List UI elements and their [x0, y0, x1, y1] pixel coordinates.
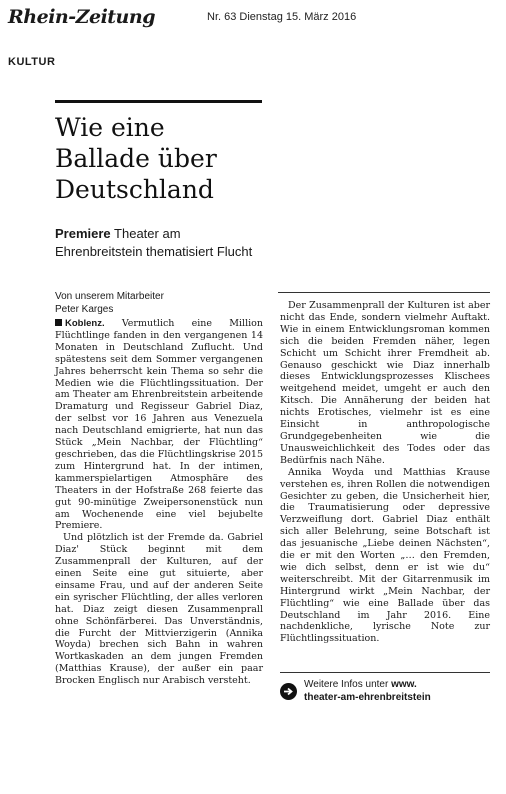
dateline-place: Koblenz.: [65, 318, 105, 329]
column-divider-rule: [278, 292, 490, 293]
article-headline: [55, 112, 265, 205]
deck-text: Theater am Ehrenbreitstein thematisiert Flucht: [55, 226, 253, 259]
paragraph: Und plötzlich ist der Fremde da. Gabriel Diaz' Stück beginnt mit dem Zusammenprall der Kulturen, auf der einen Seite eine gut situierte, aber einsame Frau, und auf der anderen Seite ein syrischer Flüchtling, der alles verloren hat. Diaz zeigt diesen Zusammenprall ohne Schönfärberei. Das Unverständnis, die Furcht der Mittvierzigerin (Annika Woyda) brechen sich Bahn in wahren Wortkaskaden an dem jungen Fremden (Matthias Krause), der außer ein paar Brocken Englisch nur Arabisch versteht.: [55, 532, 263, 687]
section-label: KULTUR: [8, 56, 56, 68]
article-byline: [55, 290, 265, 316]
article-deck: [55, 225, 265, 261]
paragraph: Der Zusammenprall der Kulturen ist aber nicht das Ende, sondern vielmehr Auftakt. Wie in einem Entwicklungsroman kommen sich die beiden Fremden näher, legen Schicht um Schicht ihrer Fremdheit ab. Genauso geschickt wie Diaz innerhalb dieses Entwicklungsprozesses Klischees weitgehend meidet, umgeht er auch den Kitsch. Die Annäherung der beiden hat nichts Erotisches, vielmehr ist es eine Einsicht in anthropologische Grundgegebenheiten wie die Unausweichlichkeit des Todes oder das Bedürfnis nach Nähe.: [280, 300, 490, 466]
paragraph-square-marker: [55, 319, 62, 326]
headline-line-3: Deutschland: [55, 175, 214, 204]
paragraph-text: Vermutlich eine Million Flüchtlinge fanden in den vergangenen 14 Monaten in Deutschland Zuflucht. Und spätestens seit dem Sommer vergangenen Jahres beherrscht kein Thema so sehr die Medien wie die Flüchtlingssituation. Der am Theater am Ehrenbreitstein arbeitende Dramaturg und Regisseur Gabriel Diaz, der selbst vor 16 Jahren aus Venezuela nach Deutschland emigrierte, hat nun das Stück „Mein Nachbar, der Flüchtling“ geschrieben, das die Flüchtlingskrise 2015 zum Hintergrund hat. In der intimen, kammerspielartigen Atmosphäre des Theaters in der Hofstraße 268 feierte das gut 90-minütige Zweipersonenstück nun am Wochenende eine viel bejubelte Premiere.: [55, 318, 263, 532]
issue-date-line: Nr. 63 Dienstag 15. März 2016: [207, 11, 357, 23]
article-column-1: [55, 318, 263, 687]
paragraph: Annika Woyda und Matthias Krause verstehen es, ihren Rollen die notwendigen Gesichter zu geben, die Unsicherheit hier, die Traumatisierung oder depressive Verzweiflung dort. Gabriel Diaz enthält sich aller Belehrung, seine Botschaft ist das jesuanische „Liebe deinen Nächsten“, die er mit den Worten „… den Fremden, wie dich selbst, denn er ist wie du“ weiterschreibt. Mit der Gitarrenmusik im Hintergrund wirkt „Mein Nachbar, der Flüchtling“ wie eine Ballade über das Deutschland im Jahr 2016. Eine nachdenkliche, lyrische Note zur Flüchtlingssituation.: [280, 466, 490, 645]
paragraph: [55, 318, 263, 532]
deck-kicker: Premiere: [55, 226, 111, 241]
headline-line-1: Wie eine: [55, 113, 165, 142]
info-box-rule: [280, 672, 490, 673]
article-column-2: [280, 300, 490, 645]
arrow-right-circle-icon: [280, 683, 297, 700]
info-url-prefix: www.: [391, 679, 417, 690]
newspaper-masthead: Rhein-Zeitung: [8, 6, 155, 28]
info-url[interactable]: theater-am-ehrenbreitstein: [304, 692, 431, 703]
info-label: Weitere Infos unter: [304, 679, 389, 690]
byline-role: Von unserem Mitarbeiter: [55, 291, 164, 302]
byline-author: Peter Karges: [55, 304, 114, 315]
info-box: [280, 678, 490, 708]
headline-line-2: Ballade über: [55, 144, 217, 173]
headline-top-rule: [55, 100, 262, 103]
info-text: [304, 678, 431, 704]
